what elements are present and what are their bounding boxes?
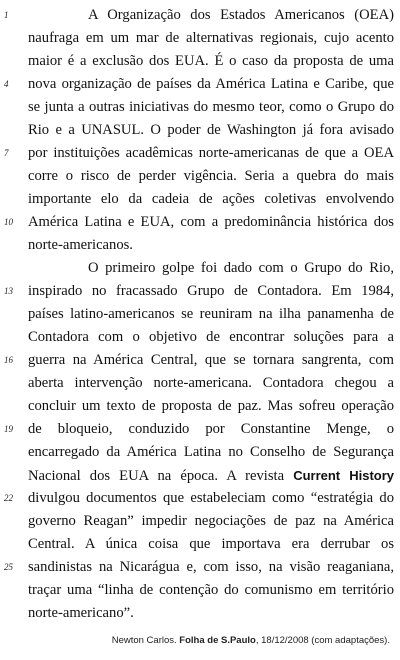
text-line: A Organização dos Estados Americanos (OEA) bbox=[88, 7, 394, 23]
text-line: encarregado da América Latina no Conselho de Segurança bbox=[28, 444, 394, 460]
line-number: 13 bbox=[4, 286, 13, 296]
text-line: naufraga em um mar de alternativas regionais, cujo acento bbox=[28, 30, 394, 46]
line-number: 7 bbox=[4, 148, 9, 158]
text-line: se junta a outras iniciativas do mesmo teor, como o Grupo do bbox=[28, 99, 394, 115]
text-line: Contadora com o objetivo de encontrar soluções para a bbox=[28, 329, 394, 345]
text-line: divulgou documentos que estabeleciam como “estratégia do bbox=[28, 490, 394, 506]
journal-title: Current History bbox=[293, 468, 394, 483]
text-line: por instituições acadêmicas norte-americanas de que a OEA bbox=[28, 145, 394, 161]
line-number: 19 bbox=[4, 424, 13, 434]
line-number: 10 bbox=[4, 217, 13, 227]
text-line: sandinistas na Nicarágua e, com isso, na visão reaganiana, bbox=[28, 559, 394, 575]
text-line: O primeiro golpe foi dado com o Grupo do Rio, bbox=[88, 260, 394, 276]
text-line: importante elo da cadeia de ações coletivas envolvendo bbox=[28, 191, 394, 207]
text-line: países latino-americanos se reuniram na ilha panamenha de bbox=[28, 306, 394, 322]
citation-publication: Folha de S.Paulo bbox=[179, 635, 256, 646]
text-line: governo Reagan” impedir negociações de paz na América bbox=[28, 513, 394, 529]
line-number: 25 bbox=[4, 562, 13, 572]
text-line: maior é a exclusão dos EUA. É o caso da proposta de uma bbox=[28, 53, 394, 69]
text-line: aberta intervenção norte-americana. Contadora chegou a bbox=[28, 375, 394, 391]
text-line bbox=[28, 464, 394, 487]
text-line: traçar uma “linha de contenção do comunismo em território bbox=[28, 582, 394, 598]
line-number: 22 bbox=[4, 493, 13, 503]
source-citation bbox=[112, 635, 390, 647]
citation-author: Newton Carlos. bbox=[111, 635, 177, 646]
text-line: América Latina e EUA, com a predominância histórica dos bbox=[28, 214, 394, 230]
text-line: Rio e a UNASUL. O poder de Washington já fora avisado bbox=[28, 122, 394, 138]
line-number: 1 bbox=[4, 10, 9, 20]
text-line: guerra na América Central, que se tornara sangrenta, com bbox=[28, 352, 394, 368]
line-number: 4 bbox=[4, 79, 9, 89]
text-line: concluir um texto de proposta de paz. Mas sofreu operação bbox=[28, 398, 394, 414]
text-line: corre o risco de perder vigência. Seria a quebra do mais bbox=[28, 168, 394, 184]
text-line: nova organização de países da América Latina e Caribe, que bbox=[28, 76, 394, 92]
text-line: norte-americano”. bbox=[28, 605, 134, 621]
citation-details: , 18/12/2008 (com adaptações). bbox=[255, 635, 390, 646]
line-number: 16 bbox=[4, 355, 13, 365]
text-line: de bloqueio, conduzido por Constantine Menge, o bbox=[28, 421, 394, 437]
text-segment: Nacional dos EUA na época. A revista bbox=[28, 468, 294, 484]
text-line: inspirado no fracassado Grupo de Contadora. Em 1984, bbox=[28, 283, 394, 299]
text-line: Central. A única coisa que importava era derrubar os bbox=[28, 536, 394, 552]
text-line: norte-americanos. bbox=[28, 237, 133, 253]
